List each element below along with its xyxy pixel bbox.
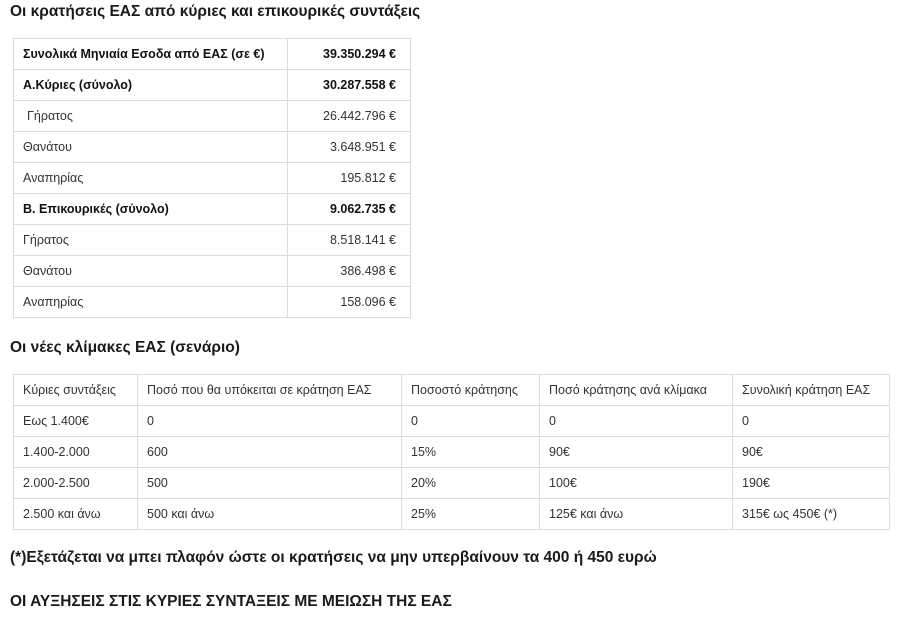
table-row xyxy=(14,101,411,132)
row-value: 39.350.294 € xyxy=(288,39,411,70)
row-label: Α.Κύριες (σύνολο) xyxy=(14,70,288,101)
deductions-table xyxy=(13,38,411,318)
table-cell: 2.000-2.500 xyxy=(14,468,138,499)
row-value: 30.287.558 € xyxy=(288,70,411,101)
table-cell: 190€ xyxy=(733,468,890,499)
row-label: Β. Επικουρικές (σύνολο) xyxy=(14,194,288,225)
table-cell: 2.500 και άνω xyxy=(14,499,138,530)
table-cell: 0 xyxy=(733,406,890,437)
table-cell: 0 xyxy=(138,406,402,437)
section-title-increases: ΟΙ ΑΥΞΗΣΕΙΣ ΣΤΙΣ ΚΥΡΙΕΣ ΣΥΝΤΑΞΕΙΣ ΜΕ ΜΕΙΩΣΗ ΤΗΣ ΕΑΣ xyxy=(10,593,452,610)
table-cell: 500 xyxy=(138,468,402,499)
section-title-deductions: Οι κρατήσεις ΕΑΣ από κύριες και επικουρικές συντάξεις xyxy=(10,3,421,20)
table-cell: 20% xyxy=(402,468,540,499)
table-cell: 100€ xyxy=(540,468,733,499)
table-cell: 15% xyxy=(402,437,540,468)
table-row xyxy=(14,499,890,530)
row-label: Γήρατος xyxy=(14,101,288,132)
row-label: Συνολικά Μηνιαία Εσοδα από ΕΑΣ (σε €) xyxy=(14,39,288,70)
table-cell: 25% xyxy=(402,499,540,530)
table-cell: 500 και άνω xyxy=(138,499,402,530)
row-label: Αναπηρίας xyxy=(14,163,288,194)
column-header: Κύριες συντάξεις xyxy=(14,375,138,406)
table-header-row xyxy=(14,375,890,406)
row-label: Θανάτου xyxy=(14,132,288,163)
row-value: 9.062.735 € xyxy=(288,194,411,225)
row-label: Αναπηρίας xyxy=(14,287,288,318)
column-header: Συνολική κράτηση ΕΑΣ xyxy=(733,375,890,406)
ceiling-note: (*)Εξετάζεται να μπει πλαφόν ώστε οι κρατήσεις να μην υπερβαίνουν τα 400 ή 450 ευρώ xyxy=(10,549,657,566)
scales-table xyxy=(13,374,890,530)
table-row xyxy=(14,194,411,225)
table-cell: 90€ xyxy=(733,437,890,468)
row-value: 8.518.141 € xyxy=(288,225,411,256)
table-row xyxy=(14,406,890,437)
row-label: Γήρατος xyxy=(14,225,288,256)
table-row xyxy=(14,256,411,287)
table-row xyxy=(14,287,411,318)
column-header: Ποσοστό κράτησης xyxy=(402,375,540,406)
table-row xyxy=(14,70,411,101)
table-row xyxy=(14,225,411,256)
table-row xyxy=(14,468,890,499)
table-row xyxy=(14,163,411,194)
row-value: 158.096 € xyxy=(288,287,411,318)
table-row xyxy=(14,39,411,70)
row-value: 3.648.951 € xyxy=(288,132,411,163)
column-header: Ποσό κράτησης ανά κλίμακα xyxy=(540,375,733,406)
row-label: Θανάτου xyxy=(14,256,288,287)
row-value: 386.498 € xyxy=(288,256,411,287)
column-header: Ποσό που θα υπόκειται σε κράτηση ΕΑΣ xyxy=(138,375,402,406)
table-row xyxy=(14,437,890,468)
table-row xyxy=(14,132,411,163)
table-cell: 0 xyxy=(540,406,733,437)
table-cell: 315€ ως 450€ (*) xyxy=(733,499,890,530)
table-cell: 600 xyxy=(138,437,402,468)
section-title-new-scales: Οι νέες κλίμακες ΕΑΣ (σενάριο) xyxy=(10,339,240,356)
row-value: 195.812 € xyxy=(288,163,411,194)
row-value: 26.442.796 € xyxy=(288,101,411,132)
table-cell: Εως 1.400€ xyxy=(14,406,138,437)
table-cell: 90€ xyxy=(540,437,733,468)
table-cell: 125€ και άνω xyxy=(540,499,733,530)
table-cell: 0 xyxy=(402,406,540,437)
table-cell: 1.400-2.000 xyxy=(14,437,138,468)
